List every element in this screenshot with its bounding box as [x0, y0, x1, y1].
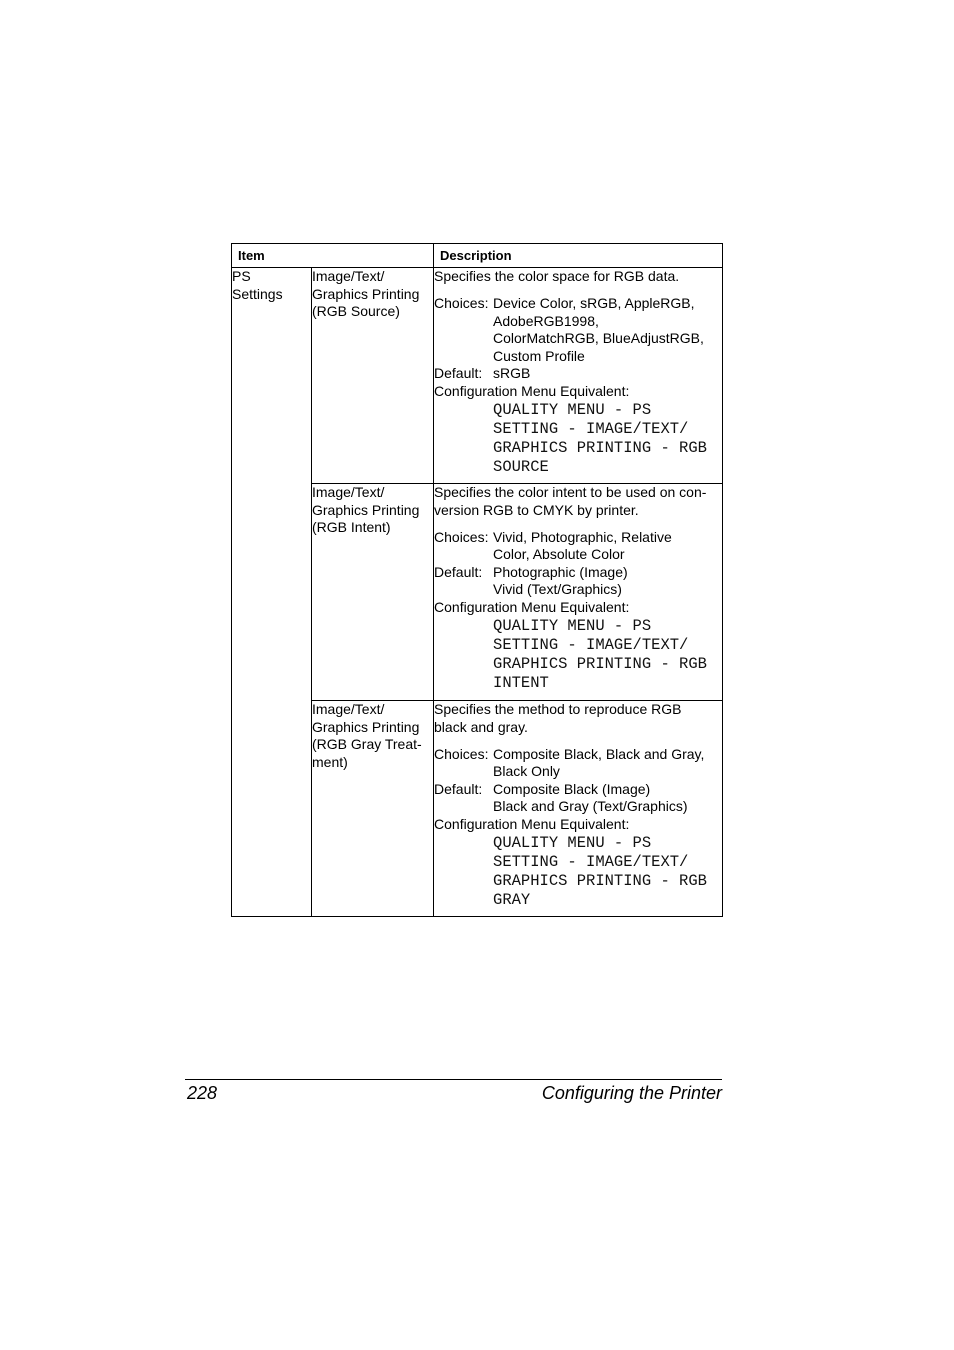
description-cell [434, 268, 723, 484]
menu-path-line: GRAPHICS PRINTING - RGB [493, 439, 707, 457]
description-cell [434, 484, 723, 701]
menu-equivalent-label: Configuration Menu Equivalent: [434, 382, 630, 399]
menu-path [493, 617, 722, 693]
default-values [493, 781, 722, 816]
choices-field [434, 295, 722, 365]
menu-path-line: GRAPHICS PRINTING - RGB [493, 655, 707, 673]
choices-value-line: Device Color, sRGB, AppleRGB, [493, 295, 695, 311]
description-intro [434, 268, 722, 286]
item-cell [312, 268, 434, 484]
item-name-line: (RGB Intent) [312, 519, 391, 535]
default-values [493, 564, 722, 599]
default-label: Default: [434, 780, 483, 797]
default-field [434, 781, 722, 816]
default-label: Default: [434, 563, 483, 580]
choices-value-line: Custom Profile [493, 347, 585, 364]
table-header-row [232, 244, 723, 268]
settings-table [231, 243, 723, 917]
group-cell [232, 268, 312, 917]
header-item: Item [232, 244, 434, 268]
description-intro-line: Specifies the color intent to be used on con- [434, 484, 707, 500]
default-field [434, 365, 722, 383]
description-intro-line: Specifies the color space for RGB data. [434, 268, 680, 284]
default-value-line: Photographic (Image) [493, 563, 628, 580]
default-values [493, 365, 722, 383]
menu-path-line: GRAPHICS PRINTING - RGB [493, 872, 707, 890]
description-intro [434, 484, 722, 519]
item-cell [312, 484, 434, 701]
choices-field [434, 529, 722, 564]
default-value-line: Composite Black (Image) [493, 780, 651, 797]
menu-path-line: GRAY [493, 891, 531, 909]
choices-value-line: AdobeRGB1998, [493, 312, 599, 329]
item-name-line: Graphics Printing [312, 718, 420, 735]
default-label: Default: [434, 365, 483, 381]
table-row [232, 268, 723, 484]
section-title: Configuring the Printer [541, 1083, 722, 1103]
choices-value-line: Color, Absolute Color [493, 546, 625, 562]
choices-label: Choices: [434, 528, 489, 545]
menu-path-line: QUALITY MENU - PS [493, 617, 652, 635]
description-intro [434, 701, 722, 736]
menu-path-line: QUALITY MENU - PS [493, 834, 652, 852]
choices-label: Choices: [434, 295, 489, 311]
default-value-line: Vivid (Text/Graphics) [493, 581, 622, 597]
item-name-line: (RGB Gray Treat- [312, 736, 422, 752]
menu-equivalent-label: Configuration Menu Equivalent: [434, 598, 630, 615]
item-name-line: Graphics Printing [312, 501, 420, 518]
item-name-line: Image/Text/ [312, 484, 385, 500]
group-label-line: Settings [232, 285, 283, 302]
choices-values [493, 746, 722, 781]
choices-values [493, 295, 722, 365]
item-name-line: Graphics Printing [312, 285, 420, 302]
menu-path-line: SETTING - IMAGE/TEXT/ [493, 420, 689, 438]
choices-value-line: Black Only [493, 763, 560, 779]
choices-value-line: Composite Black, Black and Gray, [493, 745, 705, 762]
description-cell [434, 701, 723, 917]
description-intro-line: version RGB to CMYK by printer. [434, 501, 639, 518]
menu-path [493, 401, 722, 477]
choices-field [434, 746, 722, 781]
default-value-line: sRGB [493, 365, 531, 381]
group-label-line: PS [232, 268, 251, 284]
choices-values [493, 529, 722, 564]
item-name-line: Image/Text/ [312, 268, 385, 284]
item-name-line: (RGB Source) [312, 303, 400, 319]
description-intro-line: Specifies the method to reproduce RGB [434, 701, 682, 717]
menu-path-line: SOURCE [493, 458, 549, 476]
menu-equivalent-label: Configuration Menu Equivalent: [434, 815, 630, 832]
choices-label: Choices: [434, 745, 489, 762]
item-cell [312, 701, 434, 917]
menu-path-line: INTENT [493, 674, 549, 692]
footer-rule [185, 1079, 722, 1080]
menu-path-line: SETTING - IMAGE/TEXT/ [493, 636, 689, 654]
default-value-line: Black and Gray (Text/Graphics) [493, 798, 688, 814]
choices-value-line: Vivid, Photographic, Relative [493, 528, 672, 545]
choices-value-line: ColorMatchRGB, BlueAdjustRGB, [493, 330, 704, 346]
page-number: 228 [187, 1083, 218, 1103]
menu-path [493, 834, 722, 910]
menu-path-line: QUALITY MENU - PS [493, 401, 652, 419]
description-intro-line: black and gray. [434, 718, 528, 735]
header-description: Description [434, 244, 723, 268]
menu-path-line: SETTING - IMAGE/TEXT/ [493, 853, 689, 871]
item-name-line: Image/Text/ [312, 701, 385, 717]
item-name-line: ment) [312, 753, 348, 770]
default-field [434, 564, 722, 599]
